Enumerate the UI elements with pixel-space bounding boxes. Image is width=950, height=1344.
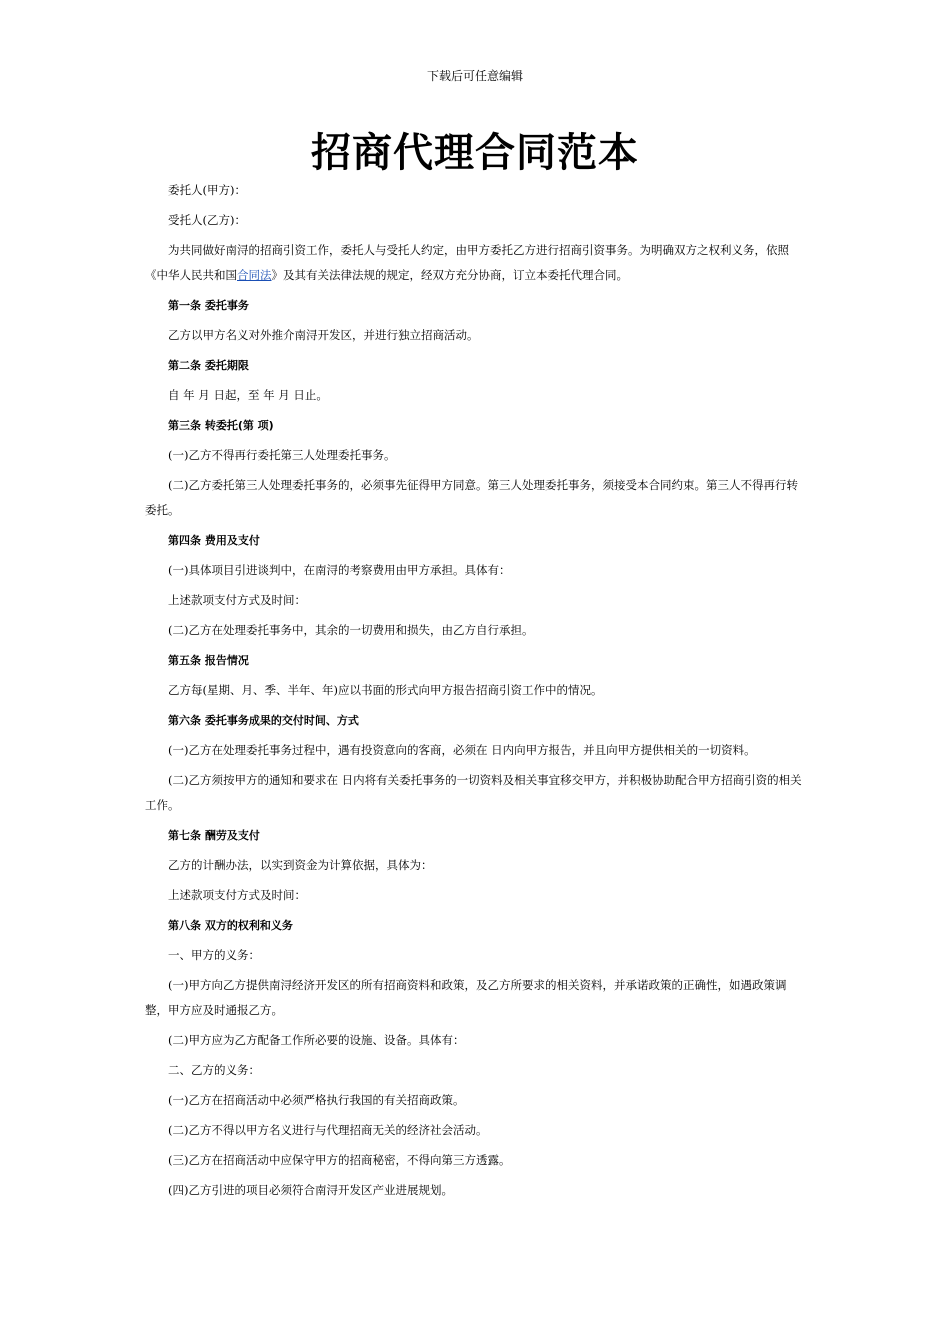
agent-line: 受托人(乙方)： [168,213,246,227]
article-6-heading: 第六条 委托事务成果的交付时间、方式 [168,714,359,727]
contract-body [145,178,805,1208]
article-6-para-2: (二)乙方须按甲方的通知和要求在 日内将有关委托事务的一切资料及相关事宜移交甲方，并积极协助配合甲方招商引资的相关工作。 [145,773,802,812]
article-4-para-1: (一)具体项目引进谈判中，在南浔的考察费用由甲方承担。具体有： [168,563,511,577]
document-title: 招商代理合同范本 [311,129,639,176]
article-8-para-8: (四)乙方引进的项目必须符合南浔开发区产业进展规划。 [168,1183,453,1197]
article-8-para-5: (一)乙方在招商活动中必须严格执行我国的有关招商政策。 [168,1093,465,1107]
article-8-para-1: 一、甲方的义务： [168,948,260,962]
article-2-para-1: 自 年 月 日起，至 年 月 日止。 [168,388,328,402]
article-3-para-1: (一)乙方不得再行委托第三人处理委托事务。 [168,448,396,462]
article-8-para-4: 二、乙方的义务： [168,1063,260,1077]
article-8-para-6: (二)乙方不得以甲方名义进行与代理招商无关的经济社会活动。 [168,1123,488,1137]
article-1-para-1: 乙方以甲方名义对外推介南浔开发区，并进行独立招商活动。 [168,328,479,342]
article-4-heading: 第四条 费用及支付 [168,534,260,547]
preamble-text-1: 为共同做好南浔的招商引资工作，委托人与受托人约定，由甲方委托乙方进行招商引资事务。为明确双方之权利义务，依照《中华人民共和国 [145,243,789,282]
article-5-heading: 第五条 报告情况 [168,654,249,667]
preamble [145,238,805,288]
article-7-para-2: 上述款项支付方式及时间： [168,888,306,902]
article-2-heading: 第二条 委托期限 [168,359,249,372]
preamble-text-2: 》及其有关法律法规的规定，经双方充分协商，订立本委托代理合同。 [271,268,628,282]
article-6-para-1: (一)乙方在处理委托事务过程中，遇有投资意向的客商，必须在 日内向甲方报告，并且向甲方提供相关的一切资料。 [168,743,756,757]
article-7-heading: 第七条 酬劳及支付 [168,829,260,842]
article-8-para-2: (一)甲方向乙方提供南浔经济开发区的所有招商资料和政策，及乙方所要求的相关资料，并承诺政策的正确性，如遇政策调整，甲方应及时通报乙方。 [145,978,787,1017]
article-3-para-2: (二)乙方委托第三人处理委托事务的，必须事先征得甲方同意。第三人处理委托事务，须接受本合同约束。第三人不得再行转委托。 [145,478,798,517]
article-4-para-2: 上述款项支付方式及时间： [168,593,306,607]
article-5-para-1: 乙方每(星期、月、季、半年、年)应以书面的形式向甲方报告招商引资工作中的情况。 [168,683,603,697]
client-line: 委托人(甲方)： [168,183,246,197]
article-4-para-3: (二)乙方在处理委托事务中，其余的一切费用和损失，由乙方自行承担。 [168,623,534,637]
article-8-para-3: (二)甲方应为乙方配备工作所必要的设施、设备。具体有： [168,1033,465,1047]
article-1-heading: 第一条 委托事务 [168,299,249,312]
contract-law-link[interactable]: 合同法 [237,268,272,282]
article-3-heading: 第三条 转委托(第 项) [168,419,274,432]
article-8-para-7: (三)乙方在招商活动中应保守甲方的招商秘密，不得向第三方透露。 [168,1153,511,1167]
article-7-para-1: 乙方的计酬办法，以实到资金为计算依据，具体为： [168,858,433,872]
article-8-heading: 第八条 双方的权利和义务 [168,919,293,932]
header-note: 下载后可任意编辑 [426,69,523,83]
